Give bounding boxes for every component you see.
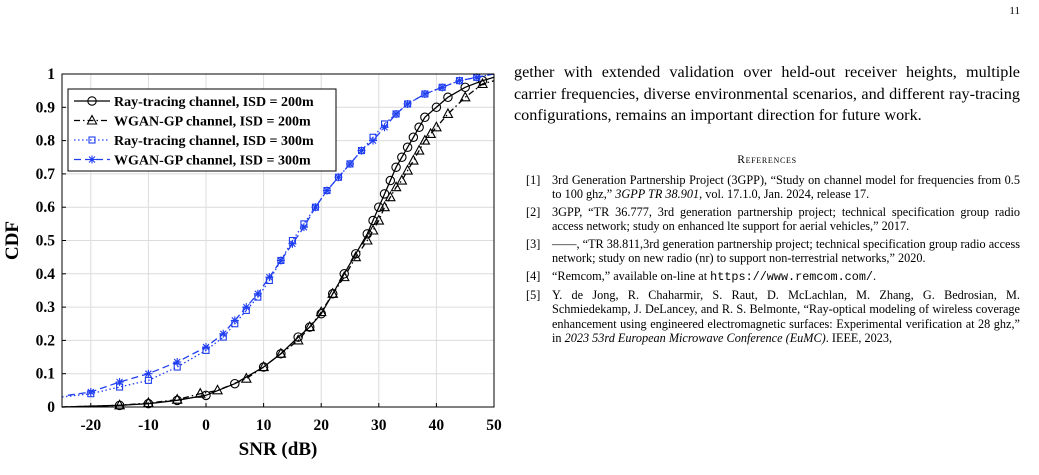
reference-text-tail: , vol. 17.1.0, Jan. 2024, release 17. bbox=[699, 187, 870, 202]
reference-text: “Remcom,” available on-line at bbox=[552, 269, 711, 284]
reference-number: [4] bbox=[526, 269, 541, 284]
reference-text: ——, “TR 38.811,3rd generation partnership project; technical specification group radio access network; study on new radio (nr) to support non-terrestrial networks,” 2020. bbox=[552, 236, 1020, 266]
x-axis-label: SNR (dB) bbox=[238, 439, 318, 460]
y-tick-label: 0.3 bbox=[35, 299, 55, 317]
y-tick-label: 0 bbox=[47, 399, 55, 416]
reference-item bbox=[514, 205, 1020, 234]
legend-marker bbox=[88, 156, 96, 164]
reference-item bbox=[514, 173, 1020, 202]
series-4-marker bbox=[473, 73, 481, 81]
series-4-marker bbox=[265, 273, 273, 281]
reference-text: 3GPP, “TR 36.777, 3rd generation partnership project; technical specification group radio access network; study on enhanced lte support for aerial vehicles,” 2017. bbox=[552, 204, 1020, 234]
cdf-chart bbox=[0, 0, 505, 475]
reference-item bbox=[514, 237, 1020, 266]
legend-label: WGAN-GP channel, ISD = 300m bbox=[114, 153, 311, 169]
series-4-marker bbox=[277, 256, 285, 264]
reference-number: [3] bbox=[526, 236, 541, 251]
series-4-marker bbox=[358, 147, 366, 155]
x-tick-label: 10 bbox=[255, 417, 272, 434]
legend-label: WGAN-GP channel, ISD = 200m bbox=[114, 114, 311, 130]
series-4-marker bbox=[311, 203, 319, 211]
y-tick-label: 0.6 bbox=[35, 199, 55, 217]
y-tick-label: 0.2 bbox=[35, 332, 55, 350]
reference-text-tail: . IEEE, 2023, bbox=[825, 331, 893, 346]
series-4-marker bbox=[116, 378, 124, 386]
references-heading: References bbox=[737, 153, 797, 166]
x-tick-label: 30 bbox=[371, 417, 387, 434]
x-tick-label: -20 bbox=[80, 417, 102, 434]
y-tick-label: 0.8 bbox=[35, 132, 55, 150]
series-4-marker bbox=[202, 343, 210, 351]
reference-venue: 2023 53rd European Microwave Conference (EuMC) bbox=[564, 331, 826, 346]
series-4-marker bbox=[404, 100, 412, 108]
reference-text: Y. de Jong, R. Chaharmir, S. Raut, D. McLachlan, M. Zhang, G. Bedrosian, M. Schmiedekamp, J. DeLancey, and R. S. Belmonte, “Ray-optical modeling of wireless coverage enhancement using engineered electromagnetic surfaces: Experimental verification at 28 ghz,” in bbox=[552, 287, 1020, 346]
series-4-marker bbox=[334, 173, 342, 181]
series-4-marker bbox=[421, 90, 429, 98]
series-4-marker bbox=[288, 240, 296, 248]
series-4-marker bbox=[87, 388, 95, 396]
y-tick-label: 0.5 bbox=[35, 232, 55, 250]
right-column bbox=[514, 62, 1020, 349]
reference-venue: 3GPP TR 38.901 bbox=[615, 187, 700, 202]
series-4-marker bbox=[231, 316, 239, 324]
reference-number: [1] bbox=[526, 172, 541, 187]
x-tick-label: 20 bbox=[313, 417, 329, 434]
y-tick-label: 1 bbox=[47, 66, 55, 83]
series-4-marker bbox=[346, 160, 354, 168]
reference-url[interactable]: https://www.remcom.com/ bbox=[710, 270, 873, 285]
y-axis-label: CDF bbox=[2, 220, 23, 261]
series-4-marker bbox=[144, 370, 152, 378]
y-tick-label: 0.1 bbox=[35, 365, 55, 383]
series-4-marker bbox=[438, 83, 446, 91]
reference-number: [2] bbox=[526, 204, 541, 219]
legend-label: Ray-tracing channel, ISD = 300m bbox=[114, 134, 314, 149]
y-tick-label: 0.9 bbox=[35, 99, 55, 117]
y-tick-label: 0.7 bbox=[35, 165, 55, 183]
x-tick-label: -10 bbox=[138, 417, 159, 434]
reference-text: 3rd Generation Partnership Project (3GPP), “Study on channel model for frequencies from 0.5 to 100 ghz,” bbox=[552, 172, 1020, 202]
series-4-marker bbox=[455, 77, 463, 85]
body-paragraph: gether with extended validation over held-out receiver heights, multiple carrier frequencies, diverse environmental scenarios, and different ray-tracing configurations, remains an important direction for future work. bbox=[514, 63, 1020, 124]
y-tick-label: 0.4 bbox=[35, 265, 55, 283]
x-tick-label: 0 bbox=[202, 417, 210, 434]
x-tick-label: 40 bbox=[428, 417, 445, 434]
legend-label: Ray-tracing channel, ISD = 200m bbox=[114, 95, 314, 110]
series-4-marker bbox=[254, 290, 262, 298]
series-4-marker bbox=[300, 223, 308, 231]
reference-list bbox=[514, 173, 1020, 347]
page-number: 11 bbox=[1009, 5, 1020, 17]
x-tick-label: 50 bbox=[486, 417, 502, 434]
series-4-marker bbox=[392, 110, 400, 118]
reference-number: [5] bbox=[526, 287, 541, 302]
series-4-marker bbox=[173, 358, 181, 366]
series-4-marker bbox=[219, 330, 227, 338]
legend bbox=[68, 89, 336, 171]
reference-item bbox=[514, 288, 1020, 346]
series-4-marker bbox=[369, 137, 377, 145]
series-4-marker bbox=[381, 123, 389, 131]
series-4-marker bbox=[323, 187, 331, 195]
reference-text-tail: . bbox=[873, 269, 877, 284]
reference-item bbox=[514, 269, 1020, 285]
series-4-marker bbox=[242, 303, 250, 311]
